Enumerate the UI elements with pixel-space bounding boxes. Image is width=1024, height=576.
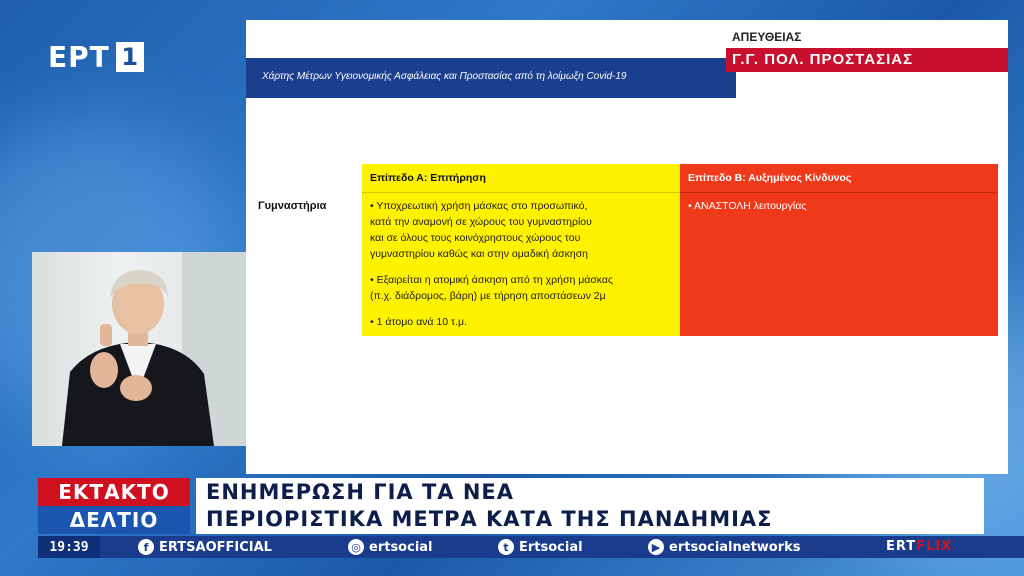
level-a-line: • Υποχρεωτική χρήση μάσκας στο προσωπικό, — [370, 200, 588, 212]
social-facebook — [138, 539, 272, 555]
social-ticker — [38, 536, 1024, 558]
presentation-slide — [246, 20, 1008, 474]
level-a-line: • 1 άτομο ανά 10 τ.μ. — [370, 316, 468, 328]
logo-text: ΕΡΤ — [48, 40, 110, 74]
social-twitter — [498, 539, 583, 555]
live-source: Γ.Γ. ΠΟΛ. ΠΡΟΣΤΑΣΙΑΣ — [732, 51, 914, 68]
breaking-banner-top — [38, 478, 190, 506]
facebook-icon: f — [138, 539, 154, 555]
divider — [362, 192, 680, 193]
row-label-gyms: Γυμναστήρια — [258, 200, 327, 212]
level-a-line: γυμναστηρίου καθώς και στην ομαδική άσκηση — [370, 248, 589, 260]
breaking-label: ΕΚΤΑΚΤΟ — [58, 480, 170, 504]
headline-line-1: ΕΝΗΜΕΡΩΣΗ ΓΙΑ ΤΑ ΝΕΑ — [206, 480, 515, 504]
instagram-icon: ◎ — [348, 539, 364, 555]
ertflix-part-2: FLIX — [916, 539, 953, 554]
level-a-line: • Εξαιρείται η ατομική άσκηση από τη χρήση μάσκας — [370, 274, 614, 286]
level-a-line: (π.χ. διάδρομος, βάρη) με τήρηση αποστάσεων 2μ — [370, 290, 606, 302]
social-handle: ERTSAOFFICIAL — [159, 539, 272, 555]
breaking-banner-bottom — [38, 506, 190, 534]
live-label: ΑΠΕΥΘΕΙΑΣ — [732, 30, 802, 44]
level-b-heading: Επίπεδο Β: Αυξημένος Κίνδυνος — [688, 172, 852, 184]
channel-logo — [48, 42, 144, 72]
social-handle: Ertsocial — [519, 539, 583, 555]
youtube-icon: ▶ — [648, 539, 664, 555]
social-instagram — [348, 539, 433, 555]
slide-title-bar — [246, 58, 736, 98]
social-handle: ertsocial — [369, 539, 433, 555]
level-a-heading: Επίπεδο Α: Επιτήρηση — [370, 172, 486, 184]
sign-language-presenter — [32, 252, 246, 446]
slide-title: Χάρτης Μέτρων Υγειονομικής Ασφάλειας και Προστασίας από τη λοίμωξη Covid-19 — [262, 71, 627, 82]
ertflix-logo — [886, 539, 952, 554]
ertflix-part-1: ERT — [886, 539, 917, 554]
logo-number: 1 — [116, 42, 144, 72]
twitter-icon: t — [498, 539, 514, 555]
level-b-line: • ΑΝΑΣΤΟΛΗ λειτουργίας — [688, 200, 807, 212]
level-a-line: και σε όλους τους κοινόχρηστους χώρους του — [370, 232, 581, 244]
bulletin-label: ΔΕΛΤΙΟ — [69, 508, 159, 532]
presenter-figure-icon — [32, 252, 246, 446]
level-a-line: κατά την αναμονή σε χώρους του γυμναστηρίου — [370, 216, 592, 228]
level-a-column — [362, 164, 680, 336]
live-indicator — [726, 28, 1008, 72]
clock: 19:39 — [38, 536, 100, 558]
headline-box — [196, 478, 984, 534]
social-youtube — [648, 539, 801, 555]
level-b-column — [680, 164, 998, 336]
divider — [680, 192, 998, 193]
social-handle: ertsocialnetworks — [669, 539, 801, 555]
headline-line-2: ΠΕΡΙΟΡΙΣΤΙΚΑ ΜΕΤΡΑ ΚΑΤΑ ΤΗΣ ΠΑΝΔΗΜΙΑΣ — [206, 507, 773, 531]
